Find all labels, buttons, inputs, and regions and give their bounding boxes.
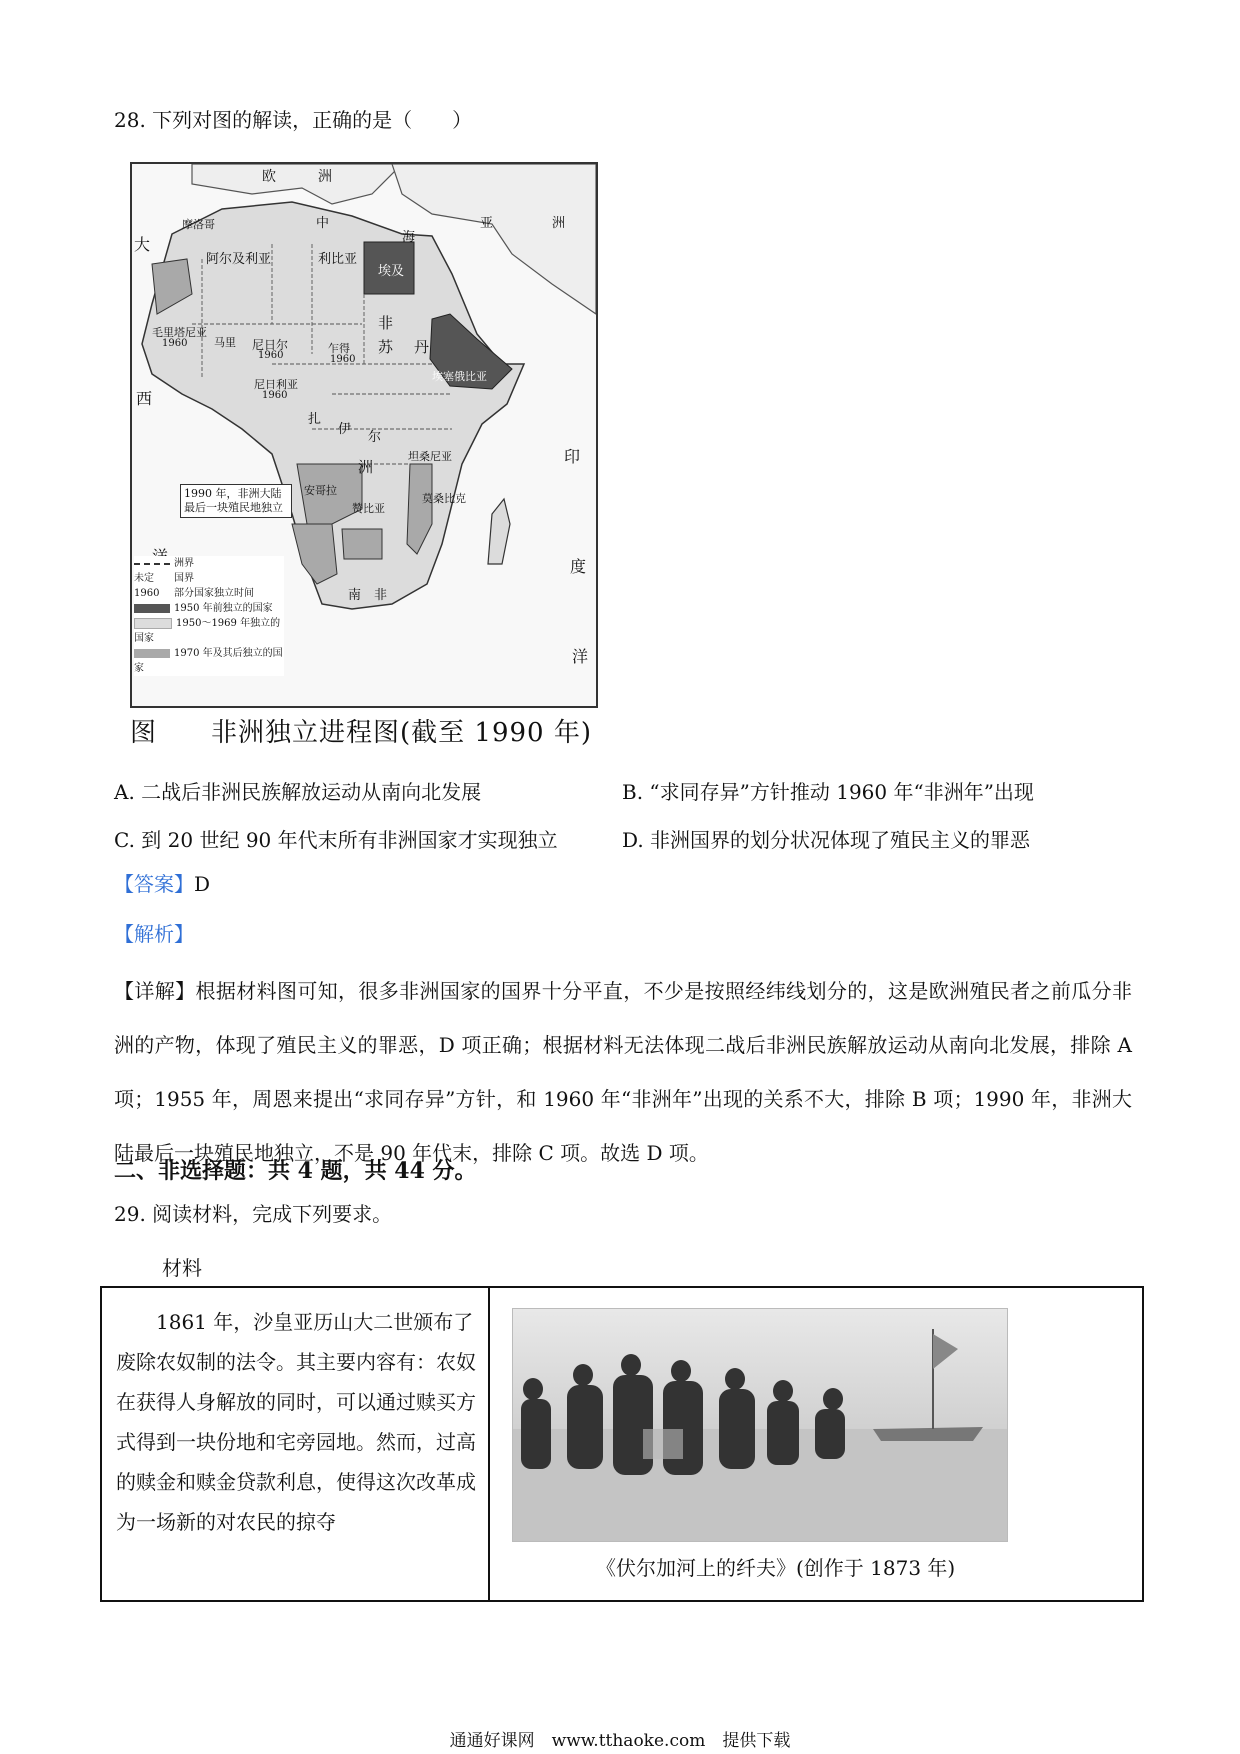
map-label-sea: 中	[316, 216, 330, 231]
map-label-nigeria-year: 1960	[262, 390, 288, 401]
legend-row-continent: 洲界	[134, 556, 284, 571]
map-label-atlantic: 大	[134, 235, 151, 254]
option-a: A. 二战后非洲民族解放运动从南向北发展	[114, 780, 482, 804]
material-text	[116, 1302, 478, 1542]
material-table	[100, 1286, 1144, 1602]
map-label-indian: 印	[564, 447, 581, 466]
legend-row-before-1950: 1950 年前独立的国家	[134, 601, 284, 616]
map-label-niger: 尼日尔	[252, 338, 289, 352]
map-label-africa: 非	[378, 314, 394, 332]
map-label-asia: 亚	[480, 216, 494, 231]
legend-row-year: 1960 部分国家独立时间	[134, 588, 254, 599]
detail-text: 根据材料图可知，很多非洲国家的国界十分平直，不少是按照经纬线划分的，这是欧洲殖民者之前瓜分非洲的产物，体现了殖民主义的罪恶，D 项正确；根据材料无法体现二战后非洲民族解放运动从南向北发展，排除 A 项；1955 年，周恩来提出“求同存异”方针，和 1960 年“非洲年”出现的关系不大，排除 B 项；1990 年，非洲大陆最后一块殖民地独立，不是 90 年代末，排除 C 项。故选 D 项。	[114, 979, 1133, 1165]
question-28-title: 28. 下列对图的解读，正确的是（ ）	[114, 108, 473, 132]
option-c: C. 到 20 世纪 90 年代末所有非洲国家才实现独立	[114, 828, 558, 852]
section-heading: 二、非选择题：共 4 题，共 44 分。	[114, 1158, 477, 1184]
painting-image	[512, 1308, 1008, 1542]
map-label-nigeria: 尼日利亚	[254, 378, 298, 391]
map-label-indian: 洋	[572, 647, 589, 666]
answer-line	[114, 868, 210, 897]
material-text-content: 1861 年，沙皇亚历山大二世颁布了废除农奴制的法令。其主要内容有：农奴在获得人身解放的同时，可以通过赎买方式得到一块份地和宅旁园地。然而，过高的赎金和赎金贷款利息，使得这次改革成为一场新的对农民的掠夺	[116, 1310, 476, 1534]
map-label-sudan: 丹	[414, 338, 430, 356]
legend-row-after-1970: 1970 年及其后独立的国家	[134, 648, 283, 674]
map-label-africa: 洲	[358, 458, 374, 476]
material-text-cell	[102, 1288, 490, 1600]
map-label-zaire: 扎	[308, 412, 322, 427]
map-label-south-africa: 南 非	[348, 588, 388, 603]
option-d: D. 非洲国界的划分状况体现了殖民主义的罪恶	[622, 828, 1031, 852]
map-label-algeria: 阿尔及利亚	[206, 252, 272, 267]
detail-paragraph	[114, 964, 1132, 1180]
painting-caption: 《伏尔加河上的纤夫》(创作于 1873 年)	[596, 1556, 956, 1580]
analysis-tag: 【解析】	[114, 922, 194, 946]
map-label-indian: 度	[570, 557, 587, 576]
legend-row-1950-1969: 1950～1969 年独立的国家	[134, 618, 281, 644]
map-label-ethiopia: 埃塞俄比亚	[432, 370, 487, 383]
map-label-morocco: 摩洛哥	[182, 218, 215, 231]
map-label-chad-year: 1960	[330, 354, 356, 365]
legend-row-undetermined: 未定 国界	[134, 573, 194, 584]
map-label-zaire: 伊	[338, 422, 352, 437]
map-label-sea: 海	[402, 230, 416, 245]
map-label-zaire: 尔	[368, 430, 382, 445]
page-footer: 通通好课网 www.tthaoke.com 提供下载	[449, 1731, 791, 1751]
map-label-mauritania: 毛里塔尼亚	[152, 326, 207, 339]
map-label-chad: 乍得	[328, 342, 350, 355]
map-label-atlantic: 西	[136, 389, 153, 408]
map-label-tanzania: 坦桑尼亚	[408, 450, 452, 463]
material-label: 材料	[162, 1256, 202, 1280]
map-label-niger-year: 1960	[258, 350, 284, 361]
map-label-mozambique: 莫桑比克	[422, 492, 466, 505]
answer-tag: 【答案】	[114, 872, 194, 896]
map-label-sudan: 苏	[378, 338, 394, 356]
map-label-egypt: 埃及	[378, 264, 405, 279]
map-caption: 图 非洲独立进程图(截至 1990 年)	[130, 718, 592, 748]
map-label-libya: 利比亚	[318, 252, 358, 267]
question-29-title: 29. 阅读材料，完成下列要求。	[114, 1202, 393, 1226]
map-label-europe: 欧	[262, 169, 276, 185]
map-label-zambia: 赞比亚	[352, 502, 385, 515]
map-label-asia: 洲	[552, 216, 566, 231]
map-label-mauritania-year: 1960	[162, 338, 188, 349]
answer-value: D	[194, 872, 211, 896]
map-label-angola: 安哥拉	[304, 484, 337, 497]
africa-independence-map	[130, 162, 598, 708]
detail-tag: 【详解】	[114, 979, 196, 1003]
map-label-europe: 洲	[318, 169, 332, 185]
painting-svg	[513, 1309, 1007, 1541]
map-label-mali: 马里	[214, 336, 236, 349]
option-b: B. “求同存异”方针推动 1960 年“非洲年”出现	[622, 780, 1034, 804]
map-annotation-box: 1990 年，非洲大陆最后一块殖民地独立	[180, 484, 292, 518]
map-legend	[134, 556, 284, 676]
